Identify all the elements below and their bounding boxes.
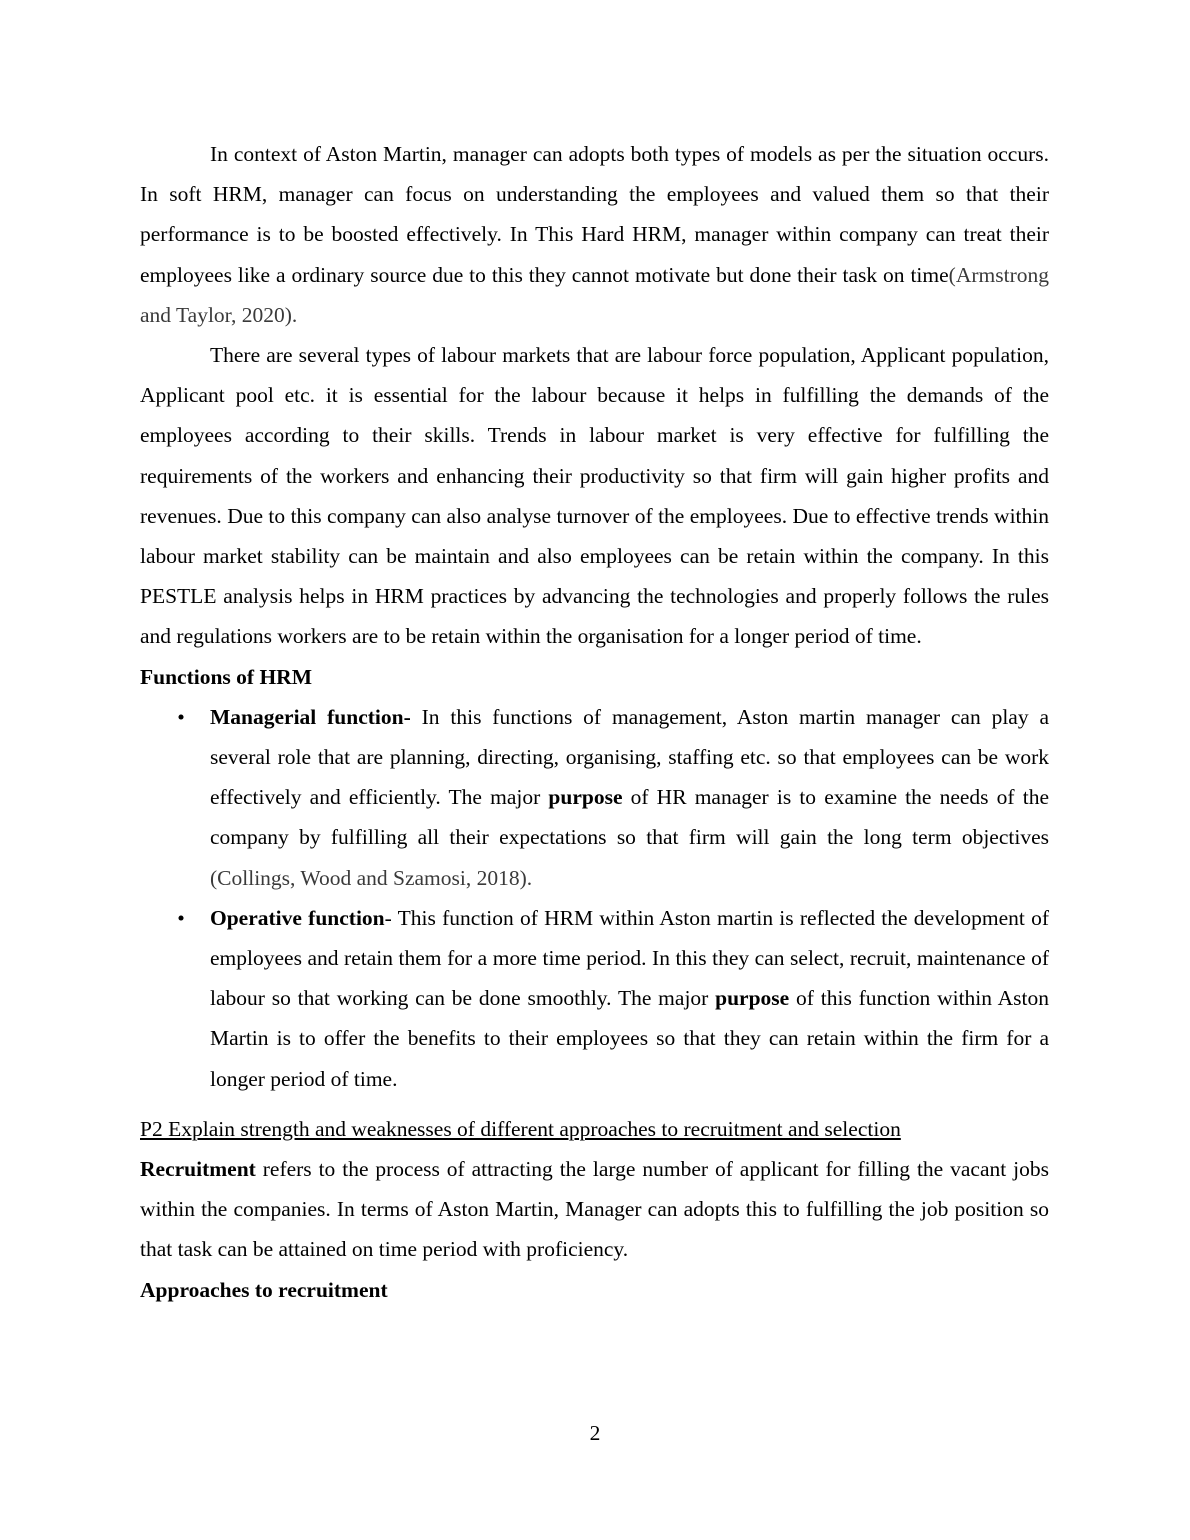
paragraph-text: There are several types of labour markets that are labour force population, Applicant population, Applicant pool etc. it is essential for the labour because it helps in fulfilling the demands of the employees according to their skills. Trends in labour market is very effective for fulfilling the requirements of the workers and enhancing their productivity so that firm will gain higher profits and revenues. Due to this company can also analyse turnover of the employees. Due to effective trends within labour market stability can be maintain and also employees can be retain within the company. In this PESTLE analysis helps in HRM practices by advancing the technologies and properly follows the rules and regulations workers are to be retain within the organisation for a longer period of time. <box>140 343 1049 649</box>
functions-list <box>140 697 1049 1099</box>
list-item-text: - This function of HRM within Aston martin is reflected the development of employees and retain them for a more time period. In this they can select, recruit, maintenance of labour so that working can be done smoothly. The major <box>210 905 1049 1011</box>
paragraph-text: In context of Aston Martin, manager can adopts both types of models as per the situation occurs. In soft HRM, manager can focus on understanding the employees and valued them so that their performance is to be boosted effectively. In This Hard HRM, manager within company can treat their employees like a ordinary source due to this they cannot motivate but done their task on time <box>140 142 1049 287</box>
term-recruitment: Recruitment <box>140 1157 256 1182</box>
section-heading-functions: Functions of HRM <box>140 664 312 689</box>
document-body <box>140 134 1049 1310</box>
emphasis-word: purpose <box>715 986 790 1011</box>
section-heading-approaches: Approaches to recruitment <box>140 1277 388 1302</box>
list-item-text: of HR manager is to examine the needs of the company by fulfilling all their expectations so that firm will gain the long term objectives <box>210 785 1049 850</box>
list-item-text: of this function within Aston Martin is to offer the benefits to their employees so that they can retain within the firm for a longer period of time. <box>210 986 1050 1091</box>
paragraph-labour-markets <box>140 335 1049 657</box>
paragraph-hrm-models <box>140 134 1049 335</box>
citation: (Collings, Wood and Szamosi, 2018). <box>210 865 533 890</box>
list-item-managerial-function <box>177 697 1049 898</box>
emphasis-word: purpose <box>548 785 623 810</box>
list-item-text: In this functions of management, Aston martin manager can play a several role that are planning, directing, organising, staffing etc. so that employees can be work effectively and efficiently. The major <box>210 704 1049 810</box>
list-item-operative-function <box>177 898 1050 1099</box>
section-heading-p2: P2 Explain strength and weaknesses of different approaches to recruitment and selection <box>140 1116 901 1141</box>
page-number: 2 <box>589 1421 601 1445</box>
paragraph-text: refers to the process of attracting the large number of applicant for filling the vacant jobs within the companies. In terms of Aston Martin, Manager can adopts this to fulfilling the job position so that task can be attained on time period with proficiency. <box>140 1157 1049 1262</box>
bullet-icon: • <box>177 704 185 729</box>
citation: (Armstrong and Taylor, 2020). <box>140 262 1049 327</box>
list-item-title: Operative function <box>210 905 385 930</box>
paragraph-recruitment-definition <box>140 1149 1049 1270</box>
list-item-title: Managerial function- <box>210 704 411 729</box>
bullet-icon: • <box>177 905 185 930</box>
